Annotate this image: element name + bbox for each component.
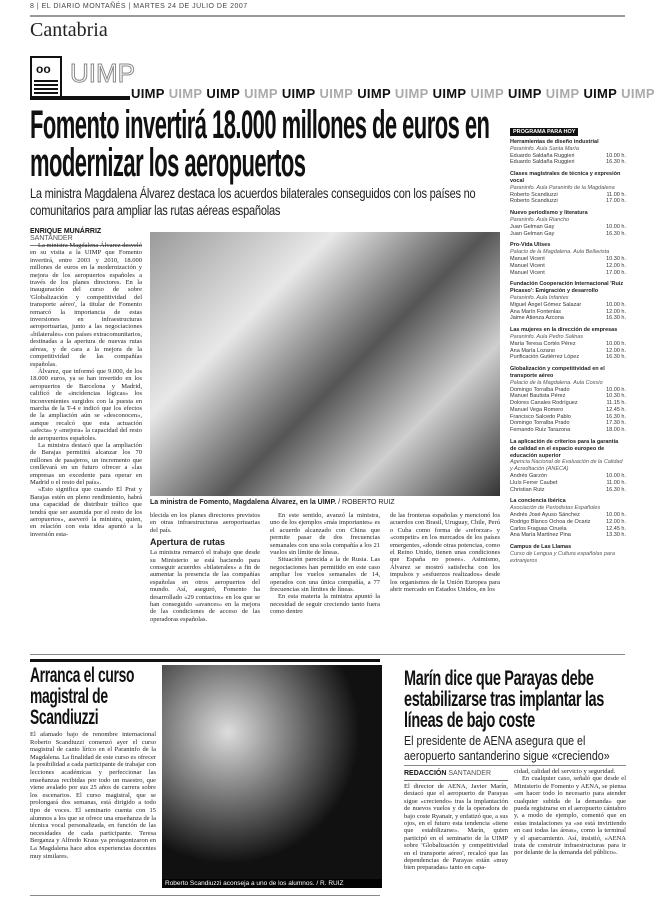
- program-row: [510, 420, 626, 427]
- program-venue: Paraninfo. Aula Riancho: [510, 216, 570, 223]
- time: 16.30 h.: [606, 230, 626, 237]
- uimp-band-word: UIMP: [168, 86, 203, 101]
- caption-text: La ministra de Fomento, Magdalena Álvarez, en la UIMP.: [150, 499, 337, 506]
- story3-byline: [404, 770, 508, 781]
- speaker: María Teresa Cortés Pérez: [510, 340, 576, 347]
- program-venue: Paraninfo. Aula Pedro Salinas: [510, 333, 584, 340]
- speaker: Rodrigo Blanco Ochoa de Ocariz: [510, 518, 591, 525]
- time: 17.00 h.: [606, 198, 626, 205]
- time: 10.00 h.: [606, 386, 626, 393]
- paragraph: Álvarez, que informó que 9.000, de los 18.000 euros, ya se han invertido en los aeropuertos de Barcelona y Madrid, calificó de «incidencias lógicas» los inconvenientes surgidos con la puesta en marcha de la T-4 e indicó que los efectos de la ampliación aún se «desconocen», aunque recalcó que esta actuación «afecta» y «mejora» la capacidad del resto de aeropuertos españoles.: [30, 367, 142, 442]
- program-title: Nuevo periodismo y literatura: [510, 210, 588, 217]
- time: 12.00 h.: [606, 308, 626, 315]
- story3-column-2: [514, 768, 626, 857]
- caption-credit: / ROBERTO RUIZ: [338, 499, 395, 506]
- sidebar-label: PROGRAMA PARA HOY: [510, 128, 578, 136]
- program-row: [510, 393, 626, 400]
- program-row: [510, 519, 626, 526]
- section-title: Cantabria: [30, 19, 108, 41]
- top-rule: [30, 15, 625, 17]
- time: 12.00 h.: [606, 347, 626, 354]
- paragraph: En cualquier caso, señaló que desde el Ministerio de Fomento y AENA, se piensa «en hacer todo lo necesario para atender cualquier subida de la demanda» que pueda registrarse en el aeropuerto cántabro y, a modo de ejemplo, comentó que en estas instalaciones ya «se está invirtiendo en casi todas las áreas», como la terminal y el aparcamiento. Así, insistió, «AENA trata de construir infraestructuras para ir por delante de la demanda del público».: [514, 775, 626, 857]
- story2-photo-caption: Roberto Scandiuzzi aconseja a uno de los alumnos. / R. RUIZ: [162, 879, 382, 888]
- speaker: Manuel Vicent: [510, 269, 545, 276]
- program-venue: Agencia Nacional de Evaluación de la Calidad y Acreditación (ANECA): [510, 459, 623, 473]
- paragraph: La ministra Magdalena Álvarez desveló en su visita a la UIMP que Fomento invertirá, entre 2003 y 2010, 18.000 millones de euros en la modernización y mejora de los aeropuertos españoles a través de los planes directores. En la inauguración del curso de sobre 'Globalización y competitividad del transporte aéreo', la titular de Fomento remarcó la importancia de estas inversiones en infraestructuras aeroportuarias, junto a las negociaciones «bilaterales» con países extracomunitarios, destinadas a la apertura de nuevas rutas aéreas, y de cara a la mejora de la competitividad de las compañías españolas.: [30, 242, 142, 368]
- speaker: Domingo Torralba Prado: [510, 386, 570, 393]
- speaker: Manuel Vicent: [510, 255, 545, 262]
- program-sidebar: [510, 128, 626, 570]
- paragraph: En esta materia la ministra apuntó la necesidad de seguir creciendo tanto fuera como dentro: [270, 593, 380, 616]
- program-row: [510, 532, 626, 539]
- speaker: Juan Gelman Gay: [510, 230, 555, 237]
- program-row: [510, 309, 626, 316]
- program-row: [510, 341, 626, 348]
- story3-column-1: [404, 783, 508, 872]
- speaker: Andrés Garzón: [510, 473, 547, 480]
- uimp-band-word: UIMP: [319, 86, 354, 101]
- speaker: Fernando Ruiz Tarazona: [510, 427, 571, 434]
- program-row: [510, 153, 626, 160]
- main-photo-caption: [150, 499, 500, 506]
- uimp-logo-icon: oo: [30, 56, 62, 98]
- uimp-band-word: UIMP: [131, 86, 165, 101]
- paragraph: La ministra remarcó el trabajo que desde su Ministerio se está haciendo para conseguir acuerdos «bilaterales» a fin de aumentar la presencia de las compañías españolas en otros aeropuertos del mundo. Así, aseguró, Fomento ha desarrollado «29 contactos» en los que se han conseguido «avances» en la mejora de las condiciones de acceso de las operadoras españolas.: [150, 549, 260, 623]
- program-section: [510, 139, 626, 166]
- time: 17.30 h.: [606, 420, 626, 427]
- paragraph: de las fronteras españolas y mencionó los acuerdos con Brasil, Uruguay, Chile, Perú o Cuba como forma de «reforzar» y «competir» en los mercados de los países emergentes, «donde otras potencias, como el Reino Unido, tienen unas condiciones que España no posee». Asimismo, Álvarez se mostró satisfecha con los impulsos y «esfuerzos realizados» desde los organismos de la Unión Europea para abrir mercado en Estados Unidos, en los: [390, 512, 500, 594]
- subheading: Apertura de rutas: [150, 537, 226, 548]
- time: 16.30 h.: [606, 159, 626, 166]
- uimp-band-word: UIMP: [357, 86, 391, 101]
- program-row: [510, 354, 626, 361]
- uimp-band-word: UIMP: [470, 86, 505, 101]
- time: 10.00 h.: [606, 301, 626, 308]
- speaker: Roberto Scandiuzzi: [510, 191, 558, 198]
- program-row: [510, 480, 626, 487]
- time: 16.30 h.: [606, 413, 626, 420]
- time: 16.30 h.: [606, 354, 626, 361]
- speaker: Eduardo Saldaña Ruggieri: [510, 159, 575, 166]
- byline-place: SANTANDER: [448, 770, 491, 777]
- program-row: [510, 270, 626, 277]
- time: 17.00 h.: [606, 269, 626, 276]
- time: 16.30 h.: [606, 315, 626, 322]
- program-title: Campus de Las Llamas: [510, 544, 572, 551]
- speaker: Manuel Vega Romero: [510, 406, 564, 413]
- main-headline: Fomento invertirá 18.000 millones de euros en modernizar los aeropuertos: [30, 103, 490, 185]
- uimp-band-word: UIMP: [394, 86, 429, 101]
- program-row: [510, 473, 626, 480]
- program-row: [510, 487, 626, 494]
- program-row: [510, 427, 626, 434]
- time: 10.00 h.: [606, 512, 626, 519]
- story2-headline: Arranca el curso magistral de Scandiuzzi: [30, 664, 135, 729]
- program-title: La conciencia ibérica: [510, 498, 566, 505]
- program-row: [510, 414, 626, 421]
- program-section: [510, 439, 626, 493]
- time: 10.00 h.: [606, 340, 626, 347]
- time: 10.00 h.: [606, 223, 626, 230]
- uimp-band: [131, 86, 655, 101]
- program-section: [510, 242, 626, 276]
- paragraph: «Esto significa que cuando El Prat y Barajas estén en pleno rendimiento, habrá una capacidad de distribuir tráfico que tendrá que ser asumida por el resto de los aeropuertos», aseveró la ministra, quien, en relación con esta idea apuntó a la inversión esta-: [30, 486, 142, 538]
- program-row: [510, 198, 626, 205]
- main-column-2: [150, 512, 260, 623]
- program-row: [510, 263, 626, 270]
- program-venue: Palacio de la Magdalena. Aula Cossío: [510, 379, 603, 386]
- program-row: [510, 407, 626, 414]
- program-row: [510, 256, 626, 263]
- uimp-band-word: UIMP: [621, 86, 655, 101]
- time: 18.00 h.: [606, 427, 626, 434]
- story3-subhead-rule: [404, 765, 626, 766]
- uimp-bar: [30, 96, 130, 100]
- time: 12.45 h.: [606, 406, 626, 413]
- uimp-band-word: UIMP: [508, 86, 542, 101]
- speaker: Jaime Atienza Azcona: [510, 315, 564, 322]
- program-title: La aplicación de criterios para la garantía de calidad en el espacio europeo de educación superior: [510, 439, 619, 459]
- time: 12.45 h.: [606, 525, 626, 532]
- uimp-band-word: UIMP: [206, 86, 241, 101]
- program-row: [510, 526, 626, 533]
- byline-place: SANTANDER: [30, 235, 73, 242]
- program-title: Pro-Vida Ulises: [510, 242, 551, 249]
- speaker: Lluís Ferrer Caubet: [510, 479, 558, 486]
- byline-author: REDACCIÓN: [404, 770, 447, 777]
- program-row: [510, 159, 626, 166]
- time: 11.00 h.: [606, 479, 626, 486]
- speaker: Christian Rutz: [510, 486, 545, 493]
- story3-subhead: El presidente de AENA asegura que el aeropuerto santanderino sigue «creciendo»: [404, 733, 610, 763]
- speaker: Miguel Ángel Gómez Salazar: [510, 301, 582, 308]
- program-venue: Curso de Lengua y Cultura españolas para extranjeros: [510, 551, 615, 564]
- program-section: [510, 366, 626, 434]
- paragraph: El afamado bajo de renombre internacional Roberto Scandiuzzi comenzó ayer el curso magistral de canto lírico en el Paraninfo de la Magdalena. La finalidad de este curso es ofrecer la posibilidad a cada participante de trabajar con lecciones académicas y perfeccionar las enseñanzas recibidas por todo un maestro, que viene avalado por sus 25 años de carrera sobre los escenarios. El curso magistral, que se prolongará dos semanas, está dirigido a todo tipo de voces. El seminario cuenta con 15 alumnos a los que se ofrece una enseñanza de la técnica vocal personalizada, en función de las necesidades de cada participante. Teresa Berganza y Alfredo Kraus ya protagonizaron en La Magdalena hace años experiencias docentes muy similares.: [30, 731, 156, 860]
- speaker: Ana María Lozano: [510, 347, 555, 354]
- program-section: [510, 498, 626, 539]
- time: 13.30 h.: [606, 532, 626, 539]
- program-row: [510, 387, 626, 394]
- story2-photo: [162, 665, 382, 888]
- uimp-band-word: UIMP: [244, 86, 278, 101]
- speaker: Carlos Fraguas Ciruela: [510, 525, 567, 532]
- paragraph: cidad, calidad del servicio y seguridad.: [514, 768, 616, 775]
- speaker: Purificación Gutiérrez López: [510, 354, 580, 361]
- program-section: [510, 327, 626, 361]
- story2-body: [30, 731, 156, 860]
- main-column-1: [30, 242, 142, 538]
- paragraph: Situación parecida a la de Rusia. Las negociaciones han permitido en este caso ampliar los vuelos semanales de 14, operados con una única compañía, a 77 frecuencias sin límites de líneas.: [270, 556, 380, 594]
- program-venue: Paraninfo. Aula Santa María: [510, 145, 579, 152]
- time: 12.00 h.: [606, 262, 626, 269]
- section-divider: [30, 654, 625, 655]
- time: 11.00 h.: [606, 191, 626, 198]
- program-row: [510, 224, 626, 231]
- program-row: [510, 302, 626, 309]
- program-section: [510, 210, 626, 237]
- speaker: Ana María Martínez Pina: [510, 532, 571, 539]
- program-title: Fundación Cooperación Internacional 'Ruiz Picasso': Emigración y desarrollo: [510, 281, 624, 295]
- speaker: Domingo Torralba Prado: [510, 420, 570, 427]
- time: 10.00 h.: [606, 473, 626, 480]
- program-venue: Palacio de la Magdalena. Aula Bellavista: [510, 249, 610, 256]
- time: 11.15 h.: [606, 400, 626, 407]
- paragraph: blecida en los planes directores previstos en otras infraestructuras aeroportuarias del país.: [150, 512, 260, 534]
- program-title: Las mujeres en la dirección de empresas: [510, 327, 618, 334]
- time: 12.00 h.: [606, 518, 626, 525]
- main-column-3: [270, 512, 380, 616]
- story3-headline: Marín dice que Parayas debe estabilizarse tras implantar las líneas de bajo coste: [404, 667, 604, 732]
- speaker: Ana Marín Fontenlas: [510, 308, 562, 315]
- uimp-logo-text: UIMP: [70, 58, 135, 88]
- main-column-4: [390, 512, 500, 593]
- page-folio: 8 | EL DIARIO MONTAÑÉS | MARTES 24 DE JULIO DE 2007: [30, 3, 248, 10]
- paragraph: En este sentido, avanzó la ministra, uno de los ejemplos «más importantes» es el acuerdo alcanzado con China que permite pasar de dos frecuencias semanales con una sola compañía a los 21 vuelos sin límite de líneas.: [270, 512, 380, 557]
- program-section: [510, 544, 626, 564]
- speaker: Eduardo Saldaña Ruggieri: [510, 152, 575, 159]
- uimp-band-word: UIMP: [545, 86, 580, 101]
- program-row: [510, 400, 626, 407]
- story2-bottom-rule: [30, 895, 380, 896]
- time: 10.00 h.: [606, 152, 626, 159]
- paragraph: El director de AENA, Javier Marín, destacó que el aeropuerto de Parayas sigue «creciendo» tras la implantación de nuevos vuelos y de la operadora de bajo coste Ryanair, y enfatizó que, a sus ojos, en el futuro esta tendencia «tiene que estabilizarse». Marín, quien participó en el seminario de la UIMP sobre 'Globalización y competitividad en el transporte aéreo', recalcó que las dependencias de Parayas están «muy bien preparadas» tanto en capa-: [404, 783, 508, 872]
- time: 16.30 h.: [606, 486, 626, 493]
- speaker: Roberto Scandiuzzi: [510, 198, 558, 205]
- program-row: [510, 512, 626, 519]
- speaker: Manuel Vicent: [510, 262, 545, 269]
- program-title: Clases magistrales de técnica y expresión vocal: [510, 171, 621, 184]
- program-venue: Paraninfo. Aula Paraninfo de la Magdalena: [510, 184, 615, 191]
- time: 10.30 h.: [606, 393, 626, 400]
- speaker: Dolores Canales Rodríguez: [510, 400, 578, 407]
- program-section: [510, 281, 626, 322]
- program-venue: Paraninfo. Aula Infantes: [510, 294, 569, 301]
- byline-author: ENRIQUE MUNÁRRIZ: [30, 228, 102, 235]
- program-row: [510, 192, 626, 199]
- program-section: [510, 171, 626, 205]
- uimp-band-word: UIMP: [583, 86, 618, 101]
- program-venue: Asociación de Periodistas Españoles: [510, 505, 601, 512]
- main-photo: [150, 232, 500, 496]
- program-row: [510, 231, 626, 238]
- program-row: [510, 348, 626, 355]
- speaker: Francisco Salcedo Pablo: [510, 413, 571, 420]
- speaker: Manuel Bautista Pérez: [510, 393, 566, 400]
- program-title: Globalización y competitividad en el transporte aéreo: [510, 366, 605, 379]
- main-subhead: La ministra Magdalena Álvarez destaca los acuerdos bilaterales conseguidos con los países no comunitarios para ampliar las rutas aéreas españolas: [30, 185, 476, 218]
- time: 10.30 h.: [606, 255, 626, 262]
- story2-top-rule: [30, 659, 380, 662]
- uimp-band-word: UIMP: [281, 86, 316, 101]
- speaker: Andrés José Ayuso Sánchez: [510, 512, 580, 519]
- paragraph: La ministra destacó que la ampliación de Barajas permitirá alcanzar los 70 millones de pasajeros, un incremento que conllevará en un futuro ofrecer a «las empresas un excedente para operar en Madrid o el resto del país».: [30, 441, 142, 486]
- program-row: [510, 315, 626, 322]
- speaker: Juan Gelman Gay: [510, 223, 555, 230]
- program-title: Herramientas de diseño industrial: [510, 139, 599, 145]
- uimp-band-word: UIMP: [432, 86, 467, 101]
